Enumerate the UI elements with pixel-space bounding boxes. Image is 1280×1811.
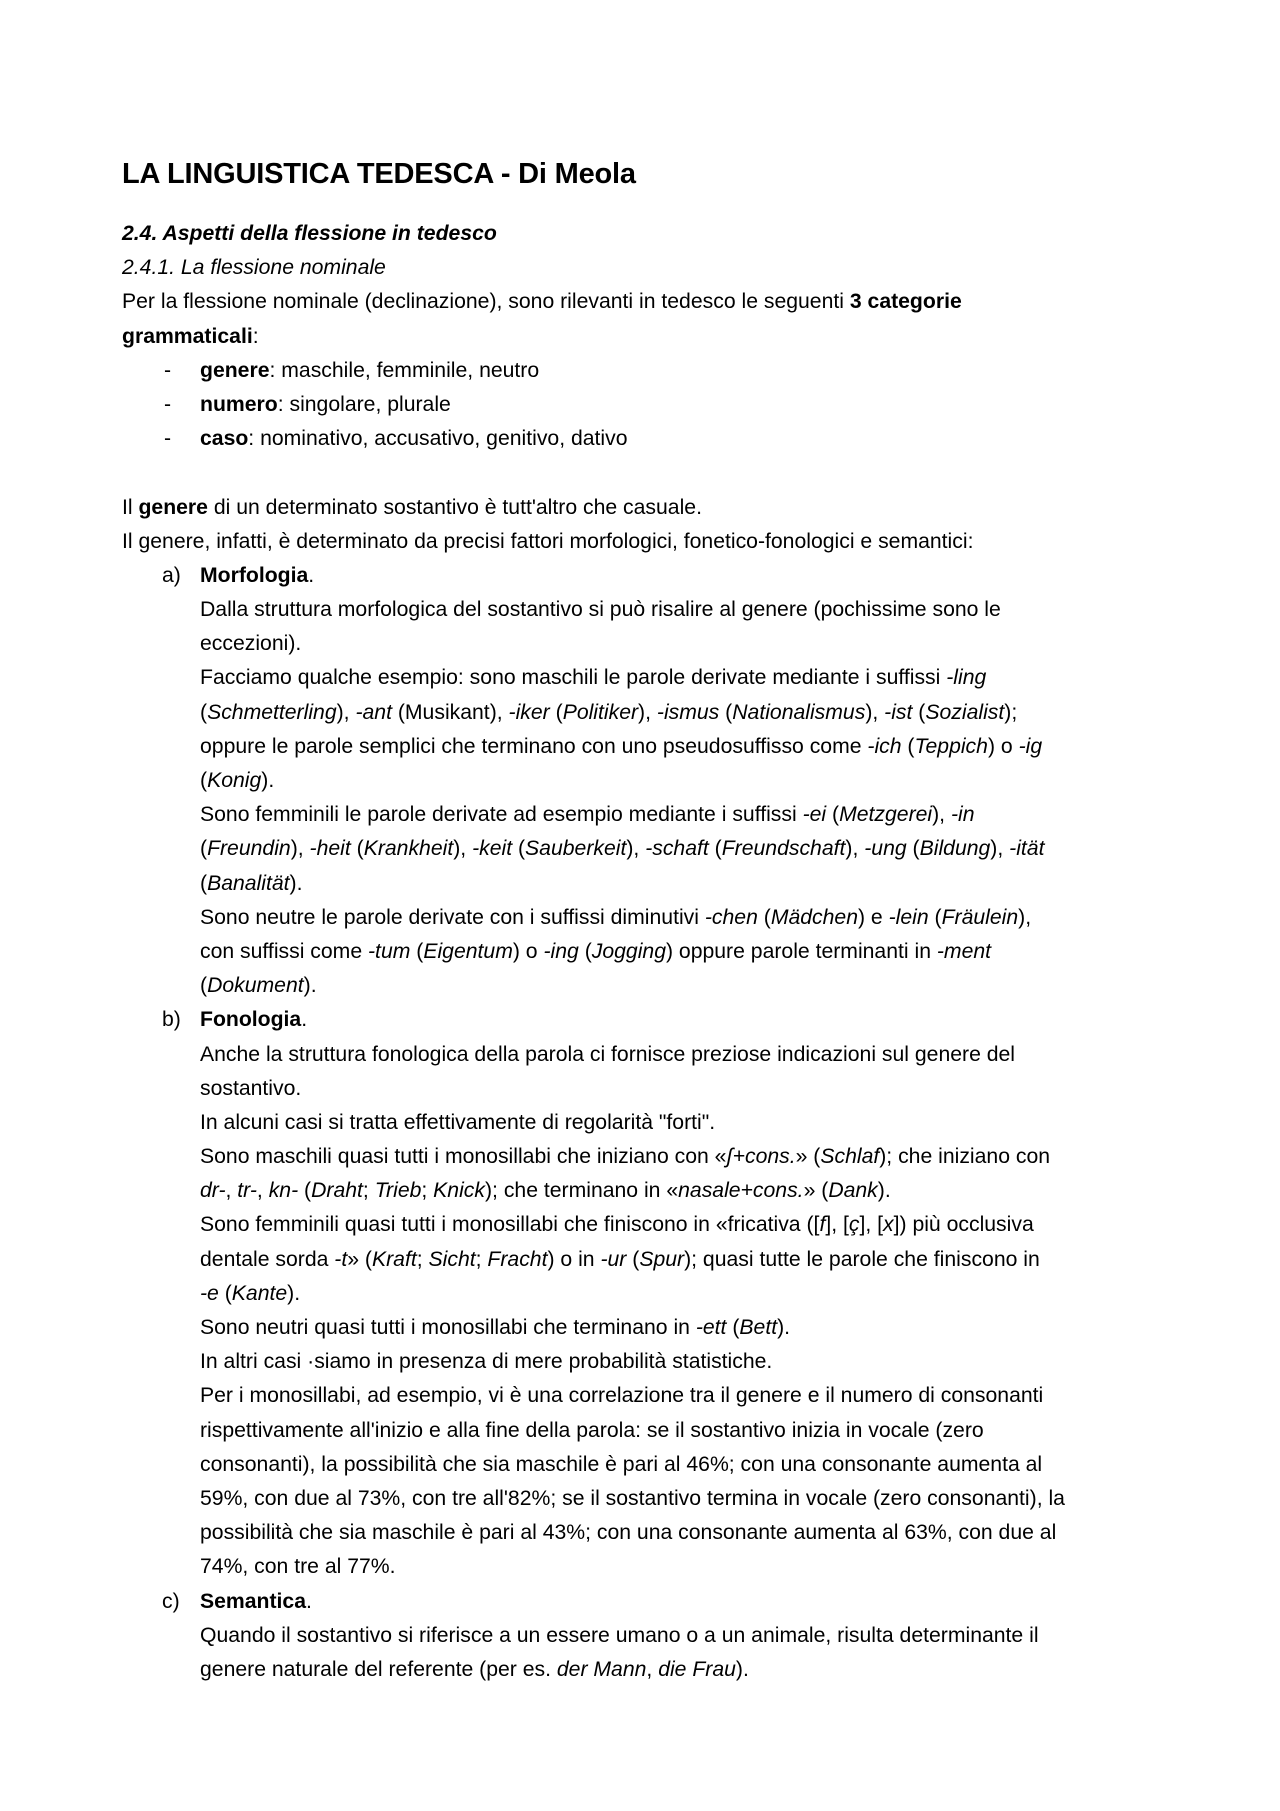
italic-run: -heit [309, 837, 351, 861]
text-run: ( [826, 803, 840, 827]
text-run: ; [416, 1247, 429, 1271]
morfologia-line [122, 730, 1192, 764]
text-run: ) oppure parole terminanti in [665, 939, 937, 963]
italic-run: Politiker [562, 700, 639, 724]
intro-bold-term: grammaticali [122, 324, 253, 348]
subsection-heading-text: 2.4.1. La flessione nominale [122, 256, 386, 280]
fonologia-line: In altri casi ·siamo in presenza di mere probabilità statistiche. [200, 1350, 773, 1374]
text-run: . [306, 1589, 312, 1613]
italic-run: -ich [867, 734, 902, 758]
fonologia-line: rispettivamente all'inizio e alla fine della parola: se il sostantivo inizia in vocale (zero [200, 1418, 984, 1442]
morfologia-title: Morfologia [200, 563, 309, 587]
text-run: , [256, 1179, 269, 1203]
text-run: Sono femminili le parole derivate ad esempio mediante i suffissi [200, 803, 803, 827]
morfologia-line: eccezioni). [200, 632, 302, 656]
text-run: ( [200, 871, 208, 895]
text-run: oppure le parole semplici che terminano con uno pseudosuffisso come [200, 734, 868, 758]
morfologia-line [122, 764, 1192, 798]
text-run: ]) più occlusiva [893, 1213, 1034, 1237]
text-run: Facciamo qualche esempio: sono maschili le parole derivate mediante i suffissi [200, 666, 947, 690]
list-label: c) [162, 1589, 180, 1613]
text-run: ). [777, 1316, 791, 1339]
text-run: ) o in [547, 1247, 601, 1271]
italic-run: -t [334, 1247, 348, 1271]
text-run: ( [901, 734, 915, 758]
italic-run: Dokument [207, 974, 304, 998]
text-run: genere naturale del referente (per es. [200, 1657, 557, 1681]
text-run: ), [865, 700, 885, 724]
fonologia-line: Anche la struttura fonologica della parola ci fornisce preziose indicazioni sul genere del [200, 1042, 1016, 1066]
genere-line-2: Il genere, infatti, è determinato da precisi fattori morfologici, fonetico-fonologici e semantici: [122, 529, 974, 553]
text-run: ( [200, 974, 208, 998]
text-run: ( [912, 700, 926, 724]
italic-run: Banalität [207, 871, 290, 895]
text-run: ], [ [859, 1213, 884, 1237]
text-run: ( [410, 939, 424, 963]
text-run: ) o [512, 939, 544, 963]
italic-run: -iker [508, 700, 550, 724]
text-run: . [301, 1008, 308, 1032]
fonologia-line: Per i monosillabi, ad esempio, vi è una correlazione tra il genere e il numero di consonanti [200, 1384, 1044, 1408]
bullet-dash: - [164, 358, 172, 382]
text-run: (Musikant), [391, 700, 509, 724]
italic-run: -ig [1018, 734, 1043, 758]
document-body [122, 217, 1192, 1687]
morfologia-line [122, 935, 1192, 969]
text-run: ; [362, 1179, 375, 1203]
text-run: ], [ [825, 1213, 849, 1237]
intro-bold-count: 3 categorie [849, 290, 962, 314]
text-run: ), [932, 803, 951, 827]
category-term: numero [200, 392, 278, 416]
list-item [122, 354, 1192, 388]
text-run: ; [421, 1179, 434, 1203]
morfologia-line [122, 832, 1192, 866]
list-item [122, 422, 1192, 456]
italic-run: Krankheit [363, 837, 454, 861]
italic-run: -ität [1009, 837, 1045, 861]
category-term: caso [200, 427, 249, 451]
bullet-dash: - [164, 427, 172, 451]
text-run: ( [298, 1179, 312, 1203]
text-run: ). [877, 1179, 891, 1203]
text-run: ( [719, 700, 733, 724]
italic-run: f [819, 1213, 826, 1237]
text-run: Sono maschili quasi tutti i monosillabi che iniziano con « [200, 1145, 727, 1169]
intro-line-2 [122, 320, 1192, 354]
text-run: Il [122, 495, 139, 519]
italic-run: -keit [472, 837, 513, 861]
text-run: Sono femminili quasi tutti i monosillabi che finiscono in «fricativa ([ [200, 1213, 820, 1237]
text-run: ( [200, 837, 208, 861]
italic-run: -ur [600, 1247, 627, 1271]
italic-run: Metzgerei [839, 803, 933, 827]
italic-run: kn- [268, 1179, 299, 1203]
italic-run: -ant [355, 700, 392, 724]
semantica-title: Semantica [200, 1589, 306, 1613]
text-run: ), [336, 700, 356, 724]
italic-run: -ung [864, 837, 907, 861]
italic-run: Nationalismus [732, 700, 866, 724]
text-run: ). [735, 1657, 749, 1681]
text-run: ). [289, 871, 303, 895]
text-run: ), [626, 837, 646, 861]
italic-run: -ett [695, 1316, 727, 1339]
text-run: ). [287, 1281, 301, 1305]
italic-run: Sozialist [925, 700, 1005, 724]
intro-colon: : [252, 324, 259, 348]
italic-run: -tum [368, 939, 411, 963]
text-run: ). [261, 769, 275, 792]
text-run: dentale sorda [200, 1247, 335, 1271]
fonologia-line: possibilità che sia maschile è pari al 43%; con una consonante aumenta al 63%, con due al [200, 1521, 1057, 1545]
intro-text: Per la flessione nominale (declinazione), sono rilevanti in tedesco le seguenti [122, 290, 850, 314]
fonologia-line: In alcuni casi si tratta effettivamente di regolarità "forti". [200, 1110, 716, 1134]
morfologia-line [122, 798, 1192, 832]
italic-run: Jogging [591, 939, 666, 963]
morfologia-line [122, 661, 1192, 695]
document-title: LA LINGUISTICA TEDESCA - Di Meola [122, 158, 636, 190]
italic-run: -chen [704, 905, 758, 929]
italic-run: Konig [207, 769, 262, 792]
italic-run: Eigentum [423, 939, 513, 963]
fonologia-line [122, 1243, 1192, 1277]
text-run: ) o [987, 734, 1019, 758]
italic-run: Schlaf [820, 1145, 880, 1169]
text-run: ), [453, 837, 473, 861]
text-run: ), [845, 837, 865, 861]
text-run: ( [928, 905, 942, 929]
italic-run: -ismus [656, 700, 720, 724]
fonologia-line [122, 1208, 1192, 1242]
category-term: genere [200, 358, 270, 382]
text-run: » ( [795, 1145, 821, 1169]
italic-run: Trieb [374, 1179, 422, 1203]
morfologia-line [122, 696, 1192, 730]
text-run: Sono neutre le parole derivate con i suffissi diminutivi [200, 905, 705, 929]
italic-run: Fracht [487, 1247, 548, 1271]
semantica-line [122, 1653, 1192, 1687]
semantica-line: Quando il sostantivo si riferisce a un essere umano o a un animale, risulta determinante il [200, 1623, 1039, 1647]
text-run: ), [1018, 905, 1032, 929]
italic-run: die Frau [658, 1657, 736, 1681]
text-run: ( [626, 1247, 640, 1271]
text-run: ( [578, 939, 592, 963]
list-item [122, 388, 1192, 422]
italic-run: Draht [311, 1179, 363, 1203]
text-run: di un determinato sostantivo è tutt'altro che casuale. [207, 495, 702, 519]
italic-run: Bildung [919, 837, 991, 861]
paragraph-spacer [122, 456, 1192, 490]
bold-term: genere [138, 495, 208, 519]
italic-run: Knick [433, 1179, 485, 1203]
italic-run: ç [848, 1213, 860, 1237]
italic-run: Dank [828, 1179, 878, 1203]
italic-run: Mädchen [770, 905, 858, 929]
text-run: ( [512, 837, 526, 861]
text-run: ); [1004, 700, 1018, 724]
italic-run: Sicht [428, 1247, 476, 1271]
italic-run: -ei [802, 803, 827, 827]
text-run: Sono neutri quasi tutti i monosillabi che terminano in [200, 1316, 696, 1339]
text-run: ), [990, 837, 1010, 861]
italic-run: -lein [888, 905, 929, 929]
fonologia-title: Fonologia [200, 1008, 302, 1032]
fonologia-line: 59%, con due al 73%, con tre all'82%; se il sostantivo termina in vocale (zero consonanti), la [200, 1486, 1065, 1510]
text-run: ; [475, 1247, 488, 1271]
italic-run: Fräulein [941, 905, 1019, 929]
italic-run: Schmetterling [207, 700, 337, 724]
bullet-dash: - [164, 392, 172, 416]
text-run: ) e [857, 905, 889, 929]
text-run: ); quasi tutte le parole che finiscono in [684, 1247, 1040, 1271]
genere-line-1 [122, 491, 1192, 525]
intro-line-1 [122, 285, 1192, 319]
italic-run: -ment [936, 939, 992, 963]
section-heading [122, 217, 1192, 251]
text-run: ( [549, 700, 563, 724]
list-label: a) [162, 563, 181, 587]
fonologia-heading [122, 1003, 1192, 1037]
morfologia-line [122, 867, 1192, 901]
italic-run: -e [200, 1281, 219, 1305]
subsection-heading [122, 251, 1192, 285]
italic-run: ʃ+cons. [726, 1145, 796, 1169]
italic-run: tr- [237, 1179, 257, 1203]
italic-run: -ist [884, 700, 913, 724]
semantica-heading [122, 1585, 1192, 1619]
section-heading-text: 2.4. Aspetti della flessione in tedesco [122, 222, 497, 245]
italic-run: -schaft [645, 837, 709, 861]
fonologia-line [122, 1311, 1192, 1345]
text-run: ); che terminano in « [484, 1179, 679, 1203]
fonologia-line [122, 1140, 1192, 1174]
category-desc: : singolare, plurale [277, 392, 451, 416]
italic-run: nasale+cons. [678, 1179, 804, 1203]
italic-run: x [883, 1213, 894, 1237]
text-run: » ( [347, 1247, 372, 1271]
italic-run: Kraft [371, 1247, 417, 1271]
italic-run: -ing [543, 939, 579, 963]
text-run: ); che iniziano con [879, 1145, 1051, 1169]
category-desc: : maschile, femminile, neutro [269, 358, 540, 382]
text-run: ), [290, 837, 310, 861]
text-run: , [646, 1657, 659, 1681]
fonologia-line [122, 1277, 1192, 1311]
italic-run: der Mann [556, 1657, 647, 1681]
text-run: , [225, 1179, 238, 1203]
text-run: ( [200, 700, 208, 724]
text-run: ( [757, 905, 771, 929]
text-run: ( [200, 769, 208, 792]
category-desc: : nominativo, accusativo, genitivo, dativo [248, 427, 628, 451]
text-run: ( [218, 1281, 232, 1305]
list-label: b) [162, 1008, 181, 1032]
italic-run: Bett [739, 1316, 778, 1339]
italic-run: -ling [946, 666, 987, 690]
text-run: ( [726, 1316, 740, 1339]
italic-run: dr- [200, 1179, 226, 1203]
fonologia-line [122, 1174, 1192, 1208]
morfologia-line: Dalla struttura morfologica del sostantivo si può risalire al genere (pochissime sono le [200, 598, 1001, 622]
text-run: ). [303, 974, 317, 998]
morfologia-line [122, 901, 1192, 935]
italic-run: Freundin [207, 837, 291, 861]
text-run: ), [638, 700, 657, 724]
italic-run: Sauberkeit [525, 837, 627, 861]
text-run: ( [350, 837, 364, 861]
italic-run: -in [950, 803, 975, 827]
text-run: con suffissi come [200, 939, 368, 963]
fonologia-line: 74%, con tre al 77%. [200, 1555, 396, 1579]
italic-run: Freundschaft [721, 837, 846, 861]
fonologia-line: consonanti), la possibilità che sia maschile è pari al 46%; con una consonante aumenta al [200, 1452, 1043, 1476]
text-run: ( [906, 837, 920, 861]
fonologia-line: sostantivo. [200, 1076, 302, 1100]
italic-run: Teppich [914, 734, 988, 758]
italic-run: Spur [639, 1247, 685, 1271]
morfologia-heading [122, 559, 1192, 593]
text-run: . [308, 563, 315, 587]
text-run: ( [708, 837, 722, 861]
morfologia-line [122, 969, 1192, 1003]
italic-run: Kante [231, 1281, 288, 1305]
text-run: » ( [803, 1179, 829, 1203]
